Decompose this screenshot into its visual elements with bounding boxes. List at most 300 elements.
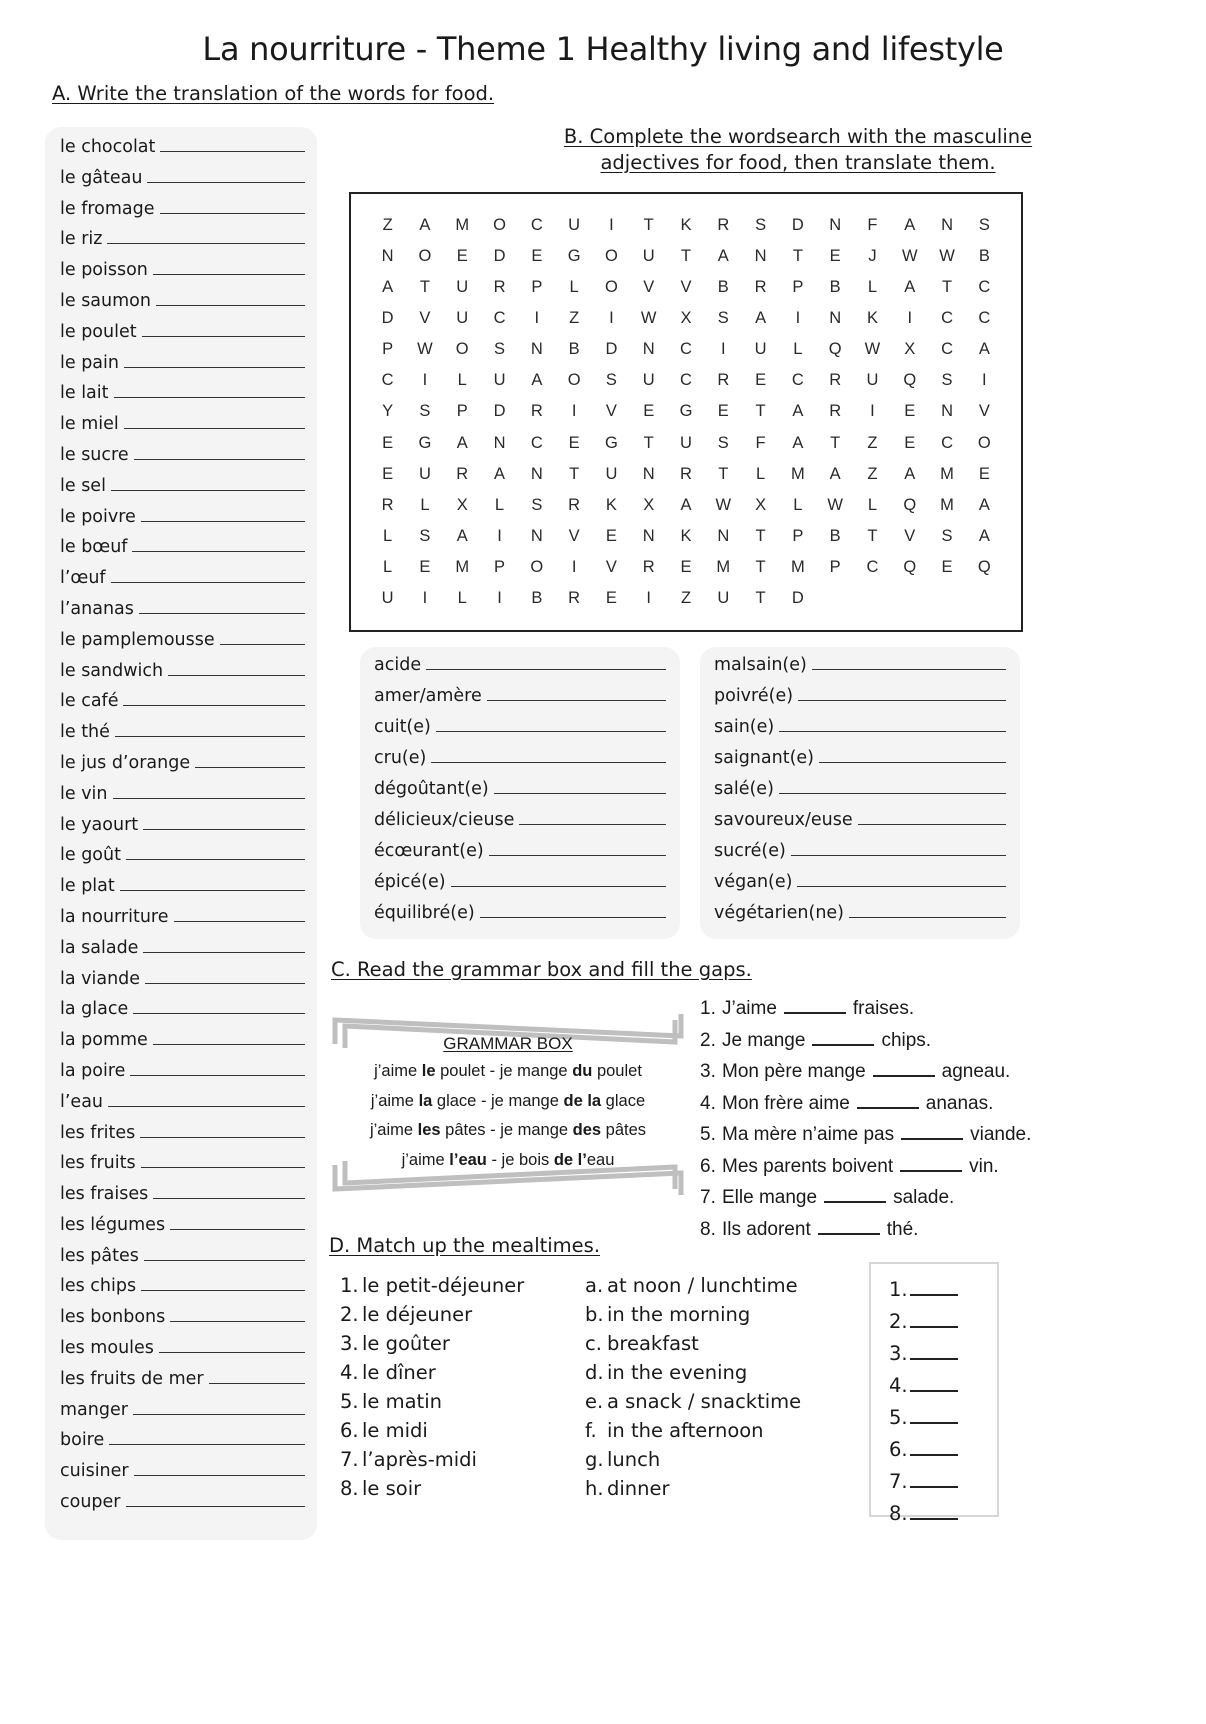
food-word-label: le chocolat: [60, 137, 156, 157]
answer-blank-line[interactable]: [126, 847, 305, 860]
food-word-row: [55, 1494, 305, 1525]
wordsearch-letter: I: [497, 588, 502, 607]
answer-blank-line[interactable]: [133, 1402, 305, 1415]
answer-blank-line[interactable]: [910, 1379, 958, 1392]
wordsearch-letter: N: [829, 309, 842, 328]
food-word-label: la poire: [60, 1060, 126, 1081]
wordsearch-letter: R: [829, 402, 842, 421]
wordsearch-letter: R: [530, 402, 543, 421]
answer-blank-line[interactable]: [160, 201, 305, 214]
gap-fill-blank[interactable]: [818, 1220, 880, 1235]
wordsearch-letter: B: [978, 247, 990, 266]
wordsearch-letter: X: [680, 309, 692, 328]
food-word-label: le saumon: [60, 290, 151, 311]
wordsearch-letter: Z: [382, 216, 393, 235]
answer-blank-line[interactable]: [126, 1494, 306, 1507]
wordsearch-letter: J: [868, 247, 877, 266]
wordsearch-letter: B: [531, 588, 543, 607]
answer-blank-line[interactable]: [168, 663, 305, 676]
grammar-text: j’aime: [374, 1062, 422, 1080]
section-a-heading: A. Write the translation of the words for food.: [52, 82, 495, 105]
wordsearch-letter: A: [904, 216, 916, 235]
answer-blank-line[interactable]: [144, 1248, 305, 1261]
wordsearch-letter: V: [419, 309, 431, 328]
wordsearch-letter: S: [605, 371, 617, 390]
food-word-label: le sandwich: [60, 660, 164, 681]
food-word-row: [55, 906, 305, 940]
answer-blank-line[interactable]: [858, 812, 1006, 825]
wordsearch-letter: O: [604, 278, 618, 297]
wordsearch-letter: B: [568, 340, 580, 359]
food-word-row: [55, 1060, 305, 1094]
answer-blank-line[interactable]: [134, 447, 305, 460]
food-word-row: [55, 290, 305, 324]
answer-blank-line[interactable]: [494, 781, 666, 794]
wordsearch-letter: I: [982, 371, 987, 390]
wordsearch-letter: R: [680, 464, 692, 483]
mealtime-french-label: le déjeuner: [362, 1303, 473, 1326]
gap-fill-suffix: thé.: [886, 1218, 919, 1240]
wordsearch-letter: M: [791, 557, 805, 576]
wordsearch-letter: D: [791, 588, 804, 607]
mealtime-english-item[interactable]: [585, 1421, 875, 1441]
grammar-example-line: [327, 1093, 689, 1110]
mealtime-english-item[interactable]: [585, 1450, 875, 1470]
food-word-row: [55, 475, 305, 509]
gap-fill-prefix: Mes parents boivent: [722, 1155, 894, 1177]
mealtime-french-item[interactable]: [340, 1392, 580, 1412]
mealtime-french-item[interactable]: [340, 1421, 580, 1441]
adjective-row: [710, 688, 1006, 719]
food-word-label: l’œuf: [60, 568, 106, 589]
mealtime-english-label: in the morning: [607, 1303, 751, 1326]
wordsearch-letter: S: [978, 216, 990, 235]
answer-number: 5.: [889, 1406, 908, 1429]
answer-blank-line[interactable]: [143, 817, 305, 830]
food-word-label: le poivre: [60, 506, 136, 527]
answer-blank-line[interactable]: [109, 1432, 305, 1445]
answer-blank-line[interactable]: [124, 355, 305, 368]
wordsearch-letter: L: [867, 278, 878, 297]
answer-blank-line[interactable]: [480, 905, 666, 918]
food-word-label: les fruits de mer: [60, 1368, 204, 1389]
wordsearch-letter: A: [456, 433, 468, 452]
wordsearch-letter: W: [417, 340, 433, 359]
answer-blank-line[interactable]: [910, 1283, 958, 1296]
wordsearch-letter: P: [792, 278, 804, 297]
gap-fill-row: [700, 1124, 1120, 1146]
wordsearch-letter: Q: [903, 557, 917, 576]
mealtime-french-number: 6.: [340, 1419, 359, 1442]
grammar-text: j’aime: [401, 1150, 450, 1169]
gap-fill-prefix: Je mange: [722, 1029, 806, 1051]
wordsearch-letter: B: [829, 526, 841, 545]
gap-fill-row: [700, 1156, 1120, 1178]
gap-fill-blank[interactable]: [812, 1031, 874, 1046]
wordsearch-letter: P: [456, 402, 468, 421]
wordsearch-letter: I: [571, 402, 577, 421]
wordsearch-letter: A: [904, 278, 916, 297]
mealtime-english-item[interactable]: [585, 1276, 875, 1296]
food-word-row: [55, 1245, 305, 1279]
answer-blank-line[interactable]: [798, 688, 1006, 701]
wordsearch-letter: L: [383, 557, 393, 576]
adjective-label: végan(e): [714, 872, 793, 892]
gap-fill-blank[interactable]: [901, 1125, 963, 1140]
answer-blank-line[interactable]: [141, 1155, 305, 1168]
answer-blank-line[interactable]: [174, 909, 305, 922]
wordsearch-letter: D: [791, 216, 804, 235]
answer-blank-line[interactable]: [141, 1278, 305, 1291]
mealtime-french-item[interactable]: [340, 1363, 580, 1383]
wordsearch-letter: Z: [867, 464, 878, 483]
grammar-box-lines: [327, 1063, 689, 1168]
wordsearch-letter: E: [605, 526, 617, 545]
gap-fill-blank[interactable]: [900, 1157, 962, 1172]
adjective-label: épicé(e): [374, 872, 446, 892]
mealtime-french-item[interactable]: [340, 1276, 580, 1296]
grammar-text: pâtes - je mange: [440, 1121, 573, 1139]
adjective-label: saignant(e): [714, 748, 815, 768]
mealtime-french-number: 1.: [340, 1274, 359, 1297]
mealtime-english-letter: e.: [585, 1390, 604, 1413]
food-word-row: [55, 968, 305, 1002]
adjective-row: [710, 781, 1006, 812]
wordsearch-letter: R: [829, 371, 842, 390]
answer-blank-line[interactable]: [139, 601, 305, 614]
wordsearch-letter: C: [680, 371, 692, 390]
wordsearch-letter: I: [720, 340, 726, 359]
food-word-row: [55, 539, 305, 570]
adjective-row: [710, 905, 1006, 936]
wordsearch-letter: A: [531, 371, 543, 390]
gap-fill-blank[interactable]: [824, 1188, 886, 1203]
wordsearch-letter: N: [941, 402, 954, 421]
gap-fill-number: 1.: [700, 998, 716, 1019]
answer-blank-line[interactable]: [910, 1347, 958, 1360]
wordsearch-letter: T: [755, 588, 766, 607]
wordsearch-letter: E: [680, 557, 692, 576]
answer-blank-line[interactable]: [153, 1032, 305, 1045]
wordsearch-letter: N: [642, 464, 655, 483]
wordsearch-letter: Z: [680, 588, 692, 607]
wordsearch-letter: U: [418, 464, 431, 483]
wordsearch-letter: C: [978, 309, 991, 328]
wordsearch-letter: N: [493, 433, 506, 452]
wordsearch-letter: L: [420, 495, 430, 514]
wordsearch-letter: O: [455, 340, 469, 359]
food-word-label: le café: [60, 691, 119, 712]
answer-blank-line[interactable]: [170, 1309, 305, 1322]
answer-blank-line[interactable]: [107, 231, 305, 244]
gap-fill-number: 6.: [700, 1155, 716, 1177]
wordsearch-letter: C: [866, 557, 879, 576]
mealtime-english-letter: h.: [585, 1477, 604, 1500]
answer-blank-line[interactable]: [124, 416, 305, 429]
answer-blank-line[interactable]: [519, 812, 666, 825]
wordsearch-letter: U: [642, 247, 655, 266]
gap-fill-prefix: J’aime: [722, 998, 777, 1019]
food-word-label: les pâtes: [60, 1245, 139, 1266]
grammar-article-bold: le: [421, 1062, 436, 1080]
answer-blank-line[interactable]: [170, 1217, 305, 1230]
food-word-label: la nourriture: [60, 906, 169, 927]
answer-row: [889, 1502, 991, 1525]
wordsearch-letter: Z: [867, 433, 878, 452]
wordsearch-letter: W: [864, 340, 881, 359]
answer-blank-line[interactable]: [160, 139, 305, 152]
answer-blank-line[interactable]: [142, 324, 305, 337]
answer-blank-line[interactable]: [156, 293, 305, 306]
gap-fill-row: [700, 1030, 1120, 1052]
answer-blank-line[interactable]: [153, 262, 305, 275]
answer-blank-line[interactable]: [113, 786, 305, 799]
food-word-label: le sucre: [60, 444, 129, 465]
mealtime-french-item[interactable]: [340, 1450, 580, 1470]
wordsearch-letter: M: [791, 464, 805, 483]
gap-fill-blank[interactable]: [857, 1094, 919, 1109]
mealtimes-english-list: [585, 1276, 875, 1508]
adjective-row: [370, 843, 666, 874]
wordsearch-letter: N: [717, 526, 730, 545]
wordsearch-letter: Q: [903, 371, 917, 390]
adjective-label: amer/amère: [374, 686, 482, 706]
food-word-label: le pain: [60, 352, 119, 373]
mealtime-french-item[interactable]: [340, 1479, 580, 1499]
answer-blank-line[interactable]: [143, 940, 305, 953]
wordsearch-letter: R: [717, 216, 730, 235]
food-word-row: [55, 167, 305, 201]
wordsearch-letter: N: [941, 216, 954, 235]
wordsearch-letter: A: [792, 402, 804, 421]
food-word-label: la salade: [60, 937, 139, 958]
adjective-label: délicieux/cieuse: [374, 810, 515, 830]
answer-blank-line[interactable]: [819, 750, 1006, 763]
answer-blank-line[interactable]: [910, 1411, 958, 1424]
wordsearch-letter: L: [755, 464, 766, 483]
wordsearch-letter: E: [456, 247, 468, 266]
wordsearch-letter: A: [978, 340, 990, 359]
wordsearch-letter: T: [755, 402, 766, 421]
adjective-row: [370, 750, 666, 781]
wordsearch-letter: P: [829, 557, 841, 576]
food-word-row: [55, 1399, 305, 1433]
adjective-label: savoureux/euse: [714, 810, 853, 830]
answer-blank-line[interactable]: [145, 971, 305, 984]
grammar-box-title: GRAMMAR BOX: [443, 1034, 573, 1053]
answer-blank-line[interactable]: [791, 843, 1006, 856]
answer-blank-line[interactable]: [141, 509, 305, 522]
answer-blank-line[interactable]: [130, 1063, 305, 1076]
gap-fill-row: [700, 1061, 1120, 1083]
wordsearch-letter: L: [569, 278, 579, 297]
answer-blank-line[interactable]: [220, 632, 305, 645]
answer-blank-line[interactable]: [489, 843, 666, 856]
mealtime-english-letter: a.: [585, 1274, 604, 1297]
answer-blank-line[interactable]: [111, 570, 305, 583]
answer-blank-line[interactable]: [436, 719, 666, 732]
answer-blank-line[interactable]: [849, 905, 1006, 918]
wordsearch-letter: T: [867, 526, 878, 545]
wordsearch-letter: M: [940, 464, 954, 483]
food-word-label: le miel: [60, 414, 119, 435]
wordsearch-letter: C: [493, 309, 506, 328]
answer-row: [889, 1406, 991, 1429]
grammar-text: j’aime: [370, 1091, 419, 1110]
answer-blank-line[interactable]: [153, 1186, 305, 1199]
answer-blank-line[interactable]: [779, 719, 1006, 732]
gap-fill-suffix: viande.: [970, 1124, 1032, 1145]
wordsearch-letter: L: [457, 371, 467, 390]
mealtime-english-label: a snack / snacktime: [607, 1390, 802, 1413]
gap-fill-number: 3.: [700, 1061, 716, 1082]
wordsearch-letter: A: [456, 526, 468, 545]
food-word-row: [55, 814, 305, 848]
wordsearch-letter: E: [904, 433, 916, 452]
wordsearch-letter: C: [791, 371, 804, 390]
answer-blank-line[interactable]: [111, 478, 305, 491]
food-word-row: [55, 1278, 305, 1309]
wordsearch-letter: T: [680, 247, 692, 266]
mealtime-french-label: le goûter: [362, 1332, 450, 1355]
mealtime-english-item[interactable]: [585, 1363, 875, 1383]
grammar-text: poulet: [592, 1062, 642, 1080]
answer-blank-line[interactable]: [209, 1371, 305, 1384]
wordsearch-letter: C: [381, 371, 394, 390]
mealtime-english-item[interactable]: [585, 1479, 875, 1499]
answer-blank-line[interactable]: [910, 1507, 958, 1520]
mealtime-english-item[interactable]: [585, 1305, 875, 1325]
answer-blank-line[interactable]: [910, 1475, 958, 1488]
adjective-list-left: [360, 647, 680, 939]
answer-blank-line[interactable]: [123, 693, 305, 706]
answer-blank-line[interactable]: [812, 657, 1006, 670]
wordsearch-letter: W: [715, 495, 732, 514]
food-word-label: couper: [60, 1492, 121, 1513]
wordsearch-letter: V: [568, 526, 580, 545]
wordsearch-letter: G: [567, 247, 581, 266]
answer-blank-line[interactable]: [133, 1001, 305, 1014]
wordsearch-letter: X: [643, 495, 655, 514]
answer-blank-line[interactable]: [120, 878, 305, 891]
wordsearch-letter: K: [680, 526, 692, 545]
wordsearch-letter: N: [530, 464, 543, 483]
wordsearch-letter: N: [829, 216, 842, 235]
wordsearch-letter: T: [643, 433, 654, 452]
gap-fill-row: [700, 1219, 1120, 1241]
food-word-label: le sel: [60, 475, 106, 496]
adjective-row: [710, 750, 1006, 781]
mealtime-english-label: in the afternoon: [607, 1419, 764, 1442]
answer-row: [889, 1342, 991, 1365]
wordsearch-grid-container: [349, 192, 1023, 632]
answer-number: 2.: [889, 1310, 908, 1333]
wordsearch-letter: E: [904, 402, 916, 421]
answer-blank-line[interactable]: [147, 170, 305, 183]
gap-fill-row: [700, 1093, 1120, 1115]
answer-blank-line[interactable]: [451, 874, 666, 887]
answer-blank-line[interactable]: [487, 688, 666, 701]
mealtime-french-number: 3.: [340, 1332, 359, 1355]
food-word-label: le pamplemousse: [60, 629, 215, 650]
food-word-label: l’ananas: [60, 598, 134, 619]
answer-blank-line[interactable]: [114, 385, 305, 398]
adjective-label: sain(e): [714, 717, 775, 737]
answer-blank-line[interactable]: [115, 724, 305, 737]
mealtime-french-number: 5.: [340, 1390, 359, 1413]
wordsearch-letter: T: [419, 278, 430, 297]
gap-fill-blank[interactable]: [873, 1062, 935, 1077]
mealtime-french-label: le petit-déjeuner: [362, 1274, 525, 1297]
wordsearch-letter: M: [455, 216, 470, 235]
food-word-label: le poisson: [60, 260, 148, 281]
answer-blank-line[interactable]: [132, 539, 305, 552]
grammar-article-bold: l’eau: [449, 1150, 487, 1169]
mealtime-english-label: dinner: [607, 1477, 670, 1500]
answer-blank-line[interactable]: [140, 1125, 305, 1138]
answer-blank-line[interactable]: [195, 755, 305, 768]
wordsearch-letter: P: [382, 340, 394, 359]
mealtime-french-item[interactable]: [340, 1305, 580, 1325]
answer-blank-line[interactable]: [426, 657, 666, 670]
grammar-partitive-bold: du: [572, 1062, 593, 1080]
section-b-heading: [548, 124, 1048, 175]
answer-blank-line[interactable]: [779, 781, 1006, 794]
section-b-heading-line1: B. Complete the wordsearch with the masculine: [563, 125, 1033, 148]
wordsearch-letter: L: [457, 588, 467, 607]
adjective-label: dégoûtant(e): [374, 779, 489, 799]
answer-blank-line[interactable]: [910, 1315, 958, 1328]
answer-row: [889, 1278, 991, 1301]
food-word-row: [55, 198, 305, 232]
answer-blank-line[interactable]: [134, 1463, 305, 1476]
adjective-label: acide: [374, 655, 422, 675]
mealtime-english-item[interactable]: [585, 1334, 875, 1354]
wordsearch-letter: R: [754, 278, 767, 297]
wordsearch-letter: R: [568, 588, 581, 607]
gap-fill-number: 7.: [700, 1187, 716, 1208]
food-word-label: le lait: [60, 383, 109, 404]
wordsearch-letter: N: [642, 526, 655, 545]
grammar-partitive-bold: de la: [563, 1091, 602, 1110]
wordsearch-letter: N: [381, 247, 394, 266]
wordsearch-letter: R: [568, 495, 581, 514]
mealtime-english-item[interactable]: [585, 1392, 875, 1412]
answer-blank-line[interactable]: [797, 874, 1006, 887]
gap-fill-prefix: Mon frère aime: [722, 1092, 850, 1114]
answer-blank-line[interactable]: [431, 750, 666, 763]
section-c-heading: C. Read the grammar box and fill the gaps.: [331, 958, 752, 981]
wordsearch-letter: E: [643, 402, 655, 421]
answer-blank-line[interactable]: [910, 1443, 958, 1456]
answer-blank-line[interactable]: [108, 1094, 305, 1107]
wordsearch-letter: U: [754, 340, 767, 359]
mealtime-french-label: l’après-midi: [362, 1448, 477, 1471]
wordsearch-letter: S: [717, 433, 729, 452]
wordsearch-letter: V: [643, 278, 655, 297]
gap-fill-blank[interactable]: [784, 999, 846, 1014]
grammar-partitive-bold: des: [572, 1121, 602, 1139]
wordsearch-letter: V: [904, 526, 916, 545]
answer-blank-line[interactable]: [159, 1340, 305, 1353]
food-word-label: les fruits: [60, 1153, 136, 1174]
mealtime-french-item[interactable]: [340, 1334, 580, 1354]
food-word-label: les chips: [60, 1276, 137, 1297]
gap-fill-prefix: Ils adorent: [722, 1218, 811, 1240]
food-word-label: le poulet: [60, 321, 137, 342]
wordsearch-letter: Y: [382, 402, 394, 421]
wordsearch-letter: T: [942, 278, 953, 297]
